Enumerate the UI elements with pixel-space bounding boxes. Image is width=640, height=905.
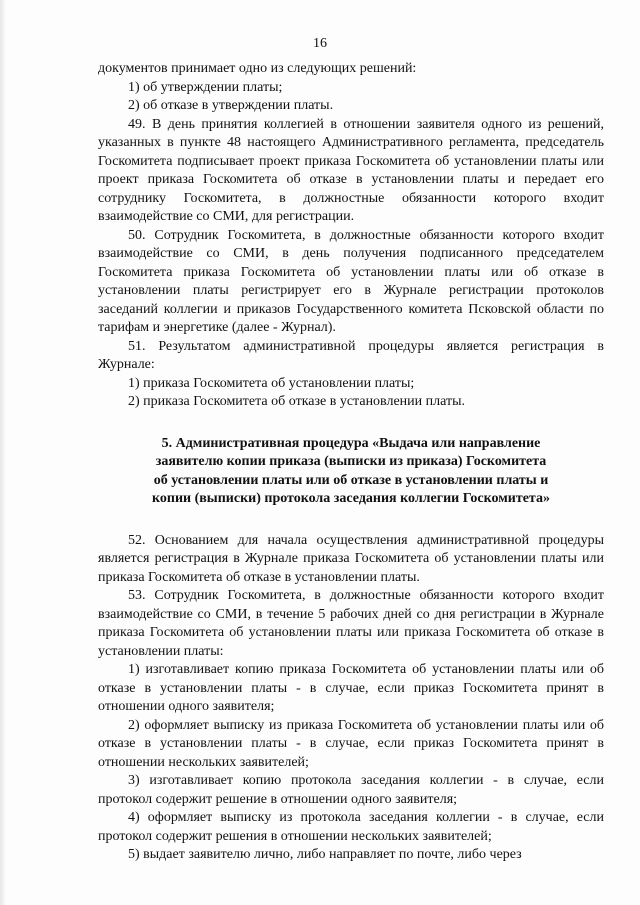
paragraph: 2) приказа Госкомитета об отказе в установлении платы. (128, 394, 466, 409)
list-item: 2) оформляет выписку из приказа Госкомитета об установлении платы или об отказе в установлении платы - в случае, если приказ Госкомитета принят в отношении нескольких заявителей; (98, 717, 604, 770)
paragraph: 1) приказа Госкомитета об установлении платы; (128, 375, 415, 391)
paragraph-52: 52. Основанием для начала осуществления административной процедуры является регистрация в Журнале приказа Госкомитета об установлении платы или приказа Госкомитета об отказе в установлении платы. (98, 532, 604, 585)
paragraph: документов принимает одно из следующих решений: (98, 61, 417, 76)
page-edge-shadow (0, 0, 6, 905)
list-item: 1) изготавливает копию приказа Госкомитета об установлении платы или об отказе в установлении платы - в случае, если приказ Госкомитета принят в отношении одного заявителя; (98, 662, 604, 714)
paragraphs-bottom (98, 532, 604, 865)
page-number: 16 (313, 36, 327, 51)
list-item: 3) изготавливает копию протокола заседания коллегии - в случае, если протокол содержит решение в отношении одного заявителя; (98, 773, 604, 807)
heading-line: копии (выписки) протокола заседания коллегии Госкомитета» (152, 491, 550, 506)
document-body (98, 60, 604, 865)
paragraphs-top (98, 60, 604, 412)
paragraph-50: 50. Сотрудник Госкомитета, в должностные обязанности которого входит взаимодействие со СМИ, в день получения подписанного председателем Госкомитета приказа Госкомитета об установлении платы или об отказе в установлении платы регистрирует его в Журнале регистрации протоколов заседаний коллегии и приказов Государственного комитета Псковской области по тарифам и энергетике (далее - Журнал). (98, 227, 604, 335)
section-heading (102, 435, 600, 509)
paragraph-53: 53. Сотрудник Госкомитета, в должностные обязанности которого входит взаимодействие со СМИ, в течение 5 рабочих дней со дня регистрации в Журнале приказа Госкомитета об установлении платы или приказа Госкомитета об отказе в установлении платы: (98, 588, 604, 659)
heading-line: об установлении платы или об отказе в установлении платы и (153, 472, 549, 488)
heading-line: 5. Административная процедура «Выдача или направление (161, 435, 541, 451)
paragraph-51: 51. Результатом административной процедуры является регистрация в Журнале: (98, 338, 604, 372)
list-item: 5) выдает заявителю лично, либо направляет по почте, либо через (128, 847, 522, 862)
paragraph-49: 49. В день принятия коллегией в отношении заявителя одного из решений, указанных в пункте 48 настоящего Административного регламента, председатель Госкомитета подписывает проект приказа Госкомитета об установлении платы или проект приказа Госкомитета об отказе в установлении платы и передает его сотруднику Госкомитета, в должностные обязанности которого входит взаимодействие со СМИ, для регистрации. (98, 116, 604, 224)
heading-line: заявителю копии приказа (выписки из приказа) Госкомитета (155, 454, 547, 469)
list-item: 4) оформляет выписку из протокола заседания коллегии - в случае, если протокол содержит решения в отношении нескольких заявителей; (98, 810, 604, 844)
paragraph: 1) об утверждении платы; (128, 79, 283, 95)
paragraph: 2) об отказе в утверждении платы. (128, 98, 334, 113)
